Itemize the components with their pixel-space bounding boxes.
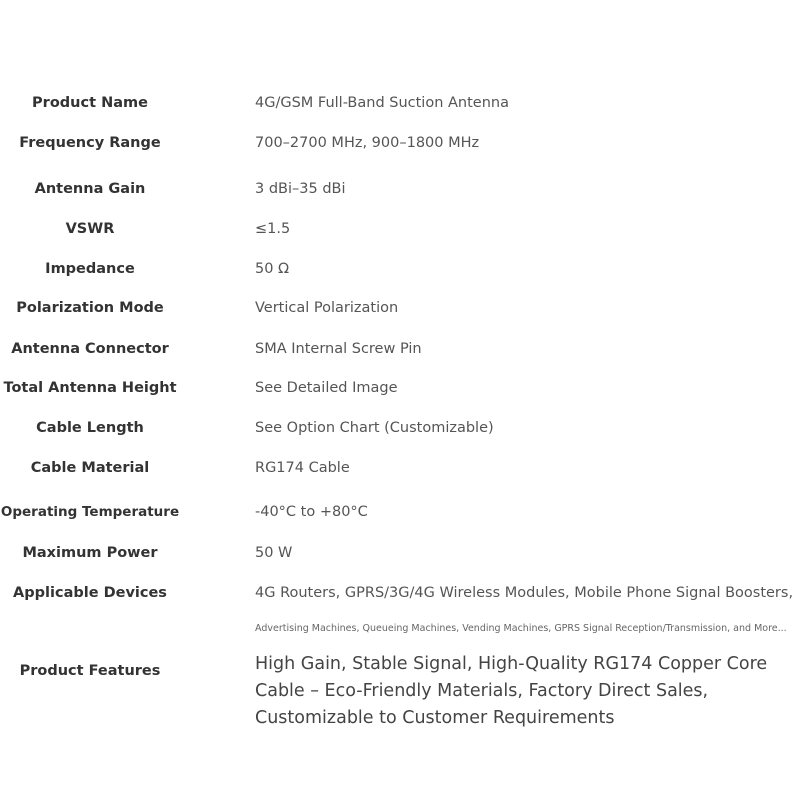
spec-label: Cable Material (30, 460, 150, 476)
spec-value: ≤1.5 (255, 221, 291, 237)
spec-value: See Detailed Image (255, 380, 398, 396)
spec-label: Operating Temperature (0, 504, 180, 520)
spec-label: Applicable Devices (13, 585, 167, 601)
spec-label: Polarization Mode (16, 300, 164, 316)
spec-label: Product Name (32, 95, 148, 111)
spec-label: Maximum Power (22, 545, 158, 561)
spec-value: -40°C to +80°C (255, 504, 368, 520)
spec-value: 50 Ω (255, 261, 290, 277)
spec-value: High Gain, Stable Signal, High-Quality RG174 Copper Core Cable – Eco-Friendly Materials, Factory Direct Sales, Customizable to Customer Requirements (255, 654, 768, 728)
spec-value: RG174 Cable (255, 460, 350, 476)
spec-value: 4G Routers, GPRS/3G/4G Wireless Modules, Mobile Phone Signal Boosters, (255, 585, 794, 601)
spec-value: 3 dBi–35 dBi (255, 181, 346, 197)
spec-label: VSWR (65, 221, 115, 237)
spec-value: Vertical Polarization (255, 300, 399, 316)
spec-label: Product Features (19, 663, 161, 679)
spec-value: 50 W (255, 545, 293, 561)
spec-label: Impedance (45, 261, 135, 277)
spec-label: Antenna Connector (11, 341, 169, 357)
spec-value: 700–2700 MHz, 900–1800 MHz (255, 135, 480, 151)
spec-value: See Option Chart (Customizable) (255, 420, 494, 436)
spec-label: Total Antenna Height (3, 380, 177, 396)
spec-value: 4G/GSM Full-Band Suction Antenna (255, 95, 509, 111)
spec-label: Frequency Range (19, 135, 161, 151)
spec-value-continued: Advertising Machines, Queueing Machines, Vending Machines, GPRS Signal Reception/Transmission, and More... (255, 623, 787, 634)
spec-value: SMA Internal Screw Pin (255, 341, 422, 357)
spec-label: Cable Length (36, 420, 144, 436)
spec-label: Antenna Gain (34, 181, 146, 197)
